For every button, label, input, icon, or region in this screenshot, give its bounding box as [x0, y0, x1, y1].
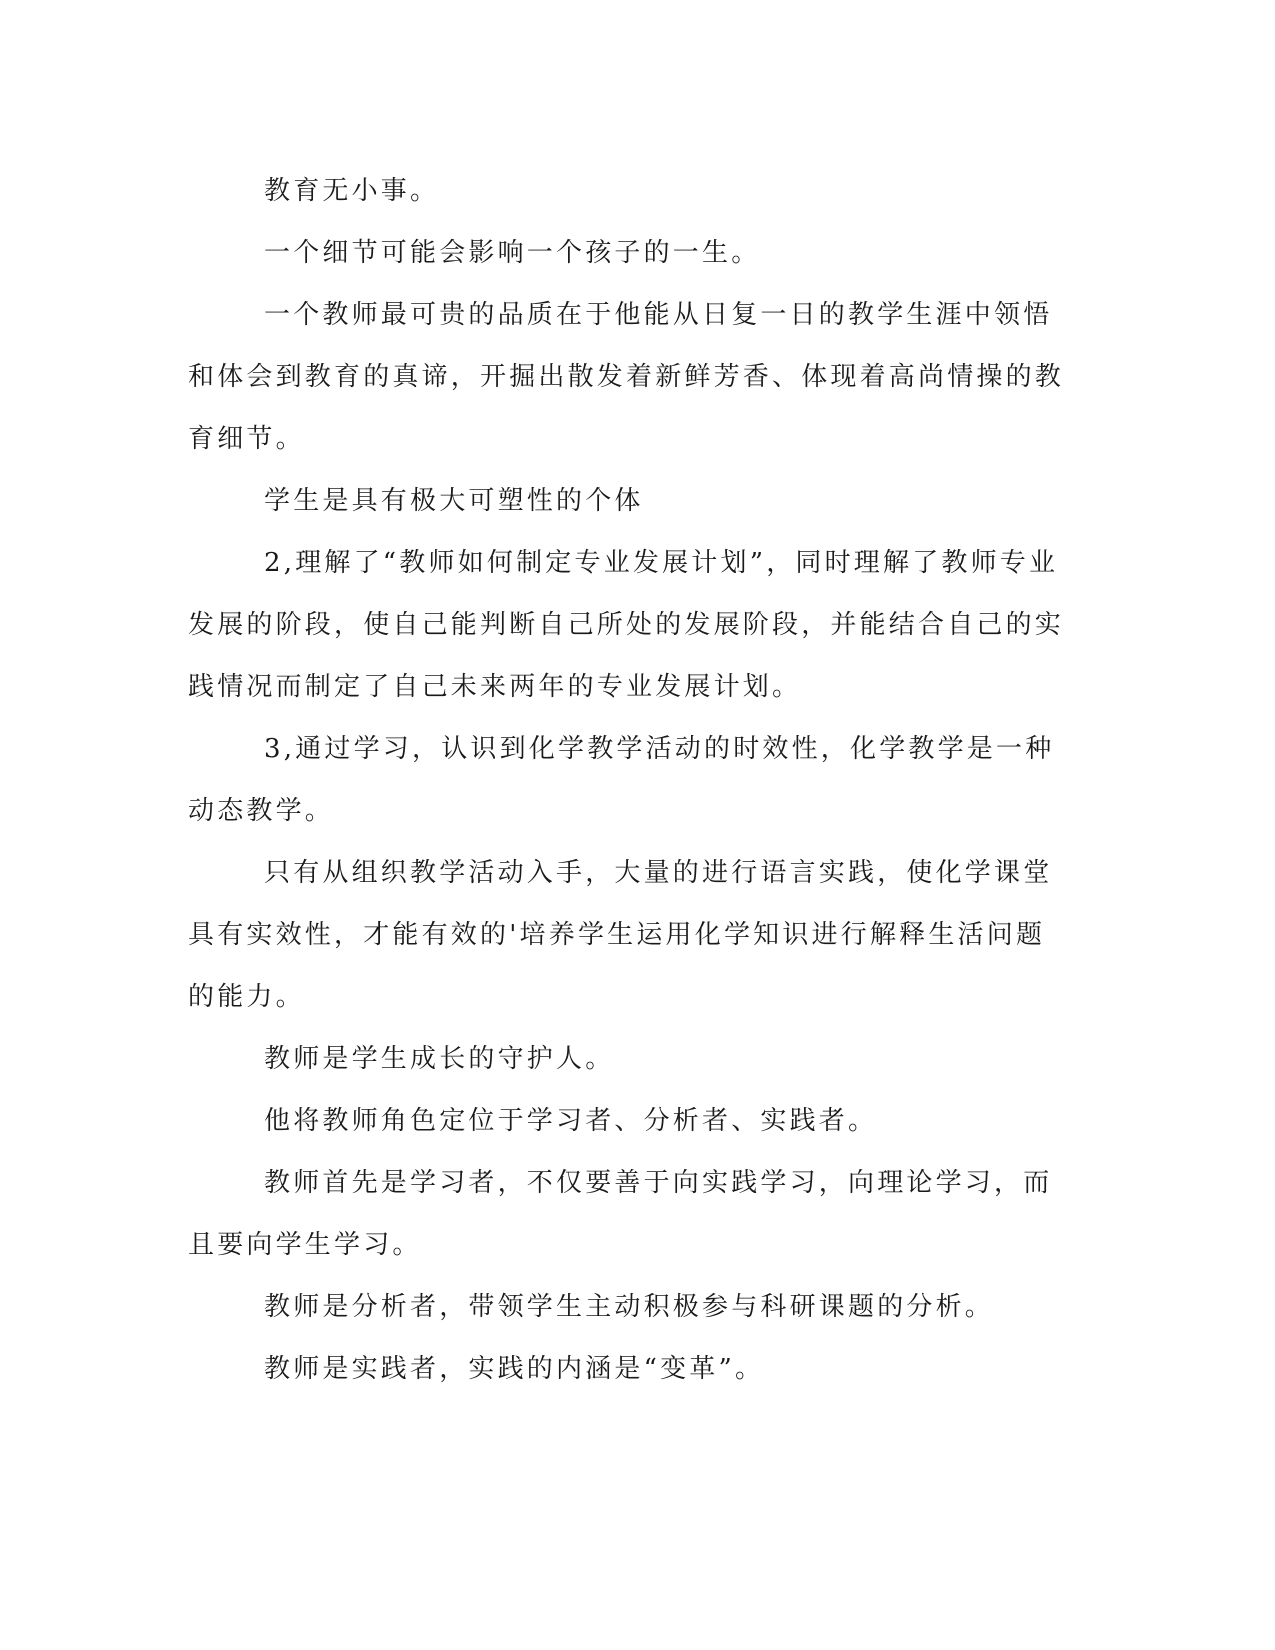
paragraph: 教师首先是学习者，不仅要善于向实践学习，向理论学习，而且要向学生学习。: [188, 1168, 1053, 1260]
paragraph: 一个教师最可贵的品质在于他能从日复一日的教学生涯中领悟和体会到教育的真谛，开掘出散发着新鲜芳香、体现着高尚情操的教育细节。: [188, 300, 1065, 454]
paragraph: 2,理解了“教师如何制定专业发展计划”，同时理解了教师专业发展的阶段，使自己能判断自己所处的发展阶段，并能结合自己的实践情况而制定了自己未来两年的专业发展计划。: [188, 548, 1065, 702]
paragraph: 教师是分析者，带领学生主动积极参与科研课题的分析。: [264, 1292, 995, 1322]
paragraph: 学生是具有极大可塑性的个体: [264, 486, 644, 516]
paragraph: 教育无小事。: [264, 176, 440, 206]
document-page: [188, 160, 1068, 1400]
paragraph: 教师是实践者，实践的内涵是“变革”。: [264, 1354, 765, 1384]
paragraph: 一个细节可能会影响一个孩子的一生。: [264, 238, 761, 268]
paragraph: 教师是学生成长的守护人。: [264, 1044, 615, 1074]
paragraph: 他将教师角色定位于学习者、分析者、实践者。: [264, 1106, 878, 1136]
paragraph: 3,通过学习，认识到化学教学活动的时效性，化学教学是一种动态教学。: [188, 734, 1055, 826]
paragraph: 只有从组织教学活动入手，大量的进行语言实践，使化学课堂具有实效性，才能有效的'培养学生运用化学知识进行解释生活问题的能力。: [188, 858, 1053, 1012]
